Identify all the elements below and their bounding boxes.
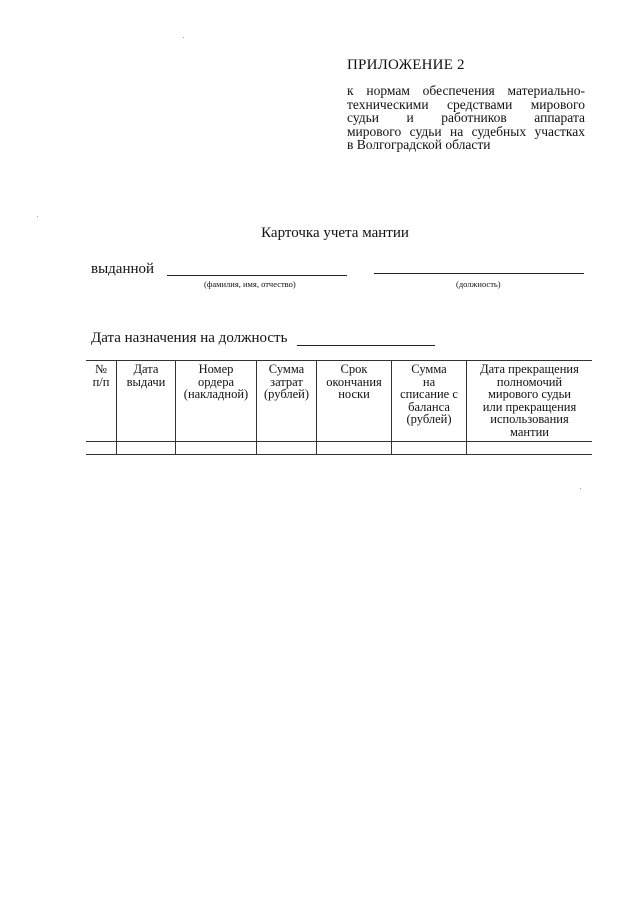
- table-cell: [317, 442, 392, 455]
- table-cell: [392, 442, 467, 455]
- table-row: [86, 442, 592, 455]
- header-line: полномочий: [496, 374, 563, 389]
- name-caption: (фамилия, имя, отчество): [204, 279, 296, 289]
- header-cost: [257, 361, 317, 442]
- header-line: окончания: [326, 374, 382, 389]
- table-header-row: [86, 361, 592, 442]
- appendix-line: судьи и работников аппарата: [347, 110, 585, 125]
- header-line: (рублей): [406, 412, 452, 426]
- appointment-date-line: [297, 345, 435, 346]
- issuance-table: [86, 360, 592, 455]
- header-line: (рублей): [263, 387, 310, 401]
- card-title: Карточка учета мантии: [261, 225, 409, 241]
- appendix-line: к нормам обеспечения материально-: [347, 83, 585, 98]
- position-field-line: [374, 273, 584, 274]
- header-line: Срок: [340, 362, 368, 376]
- appendix-line: техническими средствами мирового: [347, 96, 585, 112]
- header-line: Сумма: [268, 362, 305, 376]
- appendix-line: мирового судьи на судебных участках: [347, 123, 585, 139]
- header-line: выдачи: [126, 374, 166, 389]
- header-wear-end: [317, 361, 392, 442]
- table-cell: [117, 442, 176, 455]
- header-index: [86, 361, 117, 442]
- table-cell: [467, 442, 593, 455]
- header-termination-date: [467, 361, 593, 442]
- header-line: ордера: [197, 374, 235, 389]
- appendix-title: ПРИЛОЖЕНИЕ 2: [347, 57, 465, 73]
- header-line: использования: [490, 412, 569, 426]
- scan-speck: [183, 37, 184, 38]
- header-line: мирового судьи: [488, 387, 571, 401]
- header-writeoff-sum: [392, 361, 467, 442]
- header-line: п/п: [92, 374, 110, 389]
- scan-speck: [37, 216, 38, 217]
- header-line: Сумма: [411, 362, 447, 376]
- header-line: или прекращения: [482, 399, 577, 414]
- issued-label: выданной: [91, 261, 155, 277]
- header-line: №: [95, 362, 107, 376]
- appendix-description: [347, 84, 585, 152]
- name-field-line: [167, 275, 347, 276]
- header-order-number: [176, 361, 257, 442]
- header-line: Дата: [133, 362, 159, 376]
- header-line: Номер: [198, 362, 234, 376]
- header-line: мантии: [510, 424, 549, 439]
- appointment-date-label: Дата назначения на должность: [91, 330, 288, 346]
- appendix-line: в Волгоградской области: [347, 137, 491, 152]
- table-cell: [257, 442, 317, 455]
- position-caption: (должность): [456, 279, 501, 289]
- header-line: списание с: [400, 387, 458, 401]
- header-line: носки: [338, 387, 370, 401]
- header-line: (накладной): [183, 387, 249, 401]
- scan-speck: [580, 488, 581, 489]
- header-issue-date: [117, 361, 176, 442]
- table-cell: [86, 442, 117, 455]
- header-line: на: [422, 374, 436, 389]
- table-cell: [176, 442, 257, 455]
- header-line: Дата прекращения: [480, 362, 579, 376]
- header-line: затрат: [270, 374, 303, 389]
- header-line: баланса: [408, 399, 450, 414]
